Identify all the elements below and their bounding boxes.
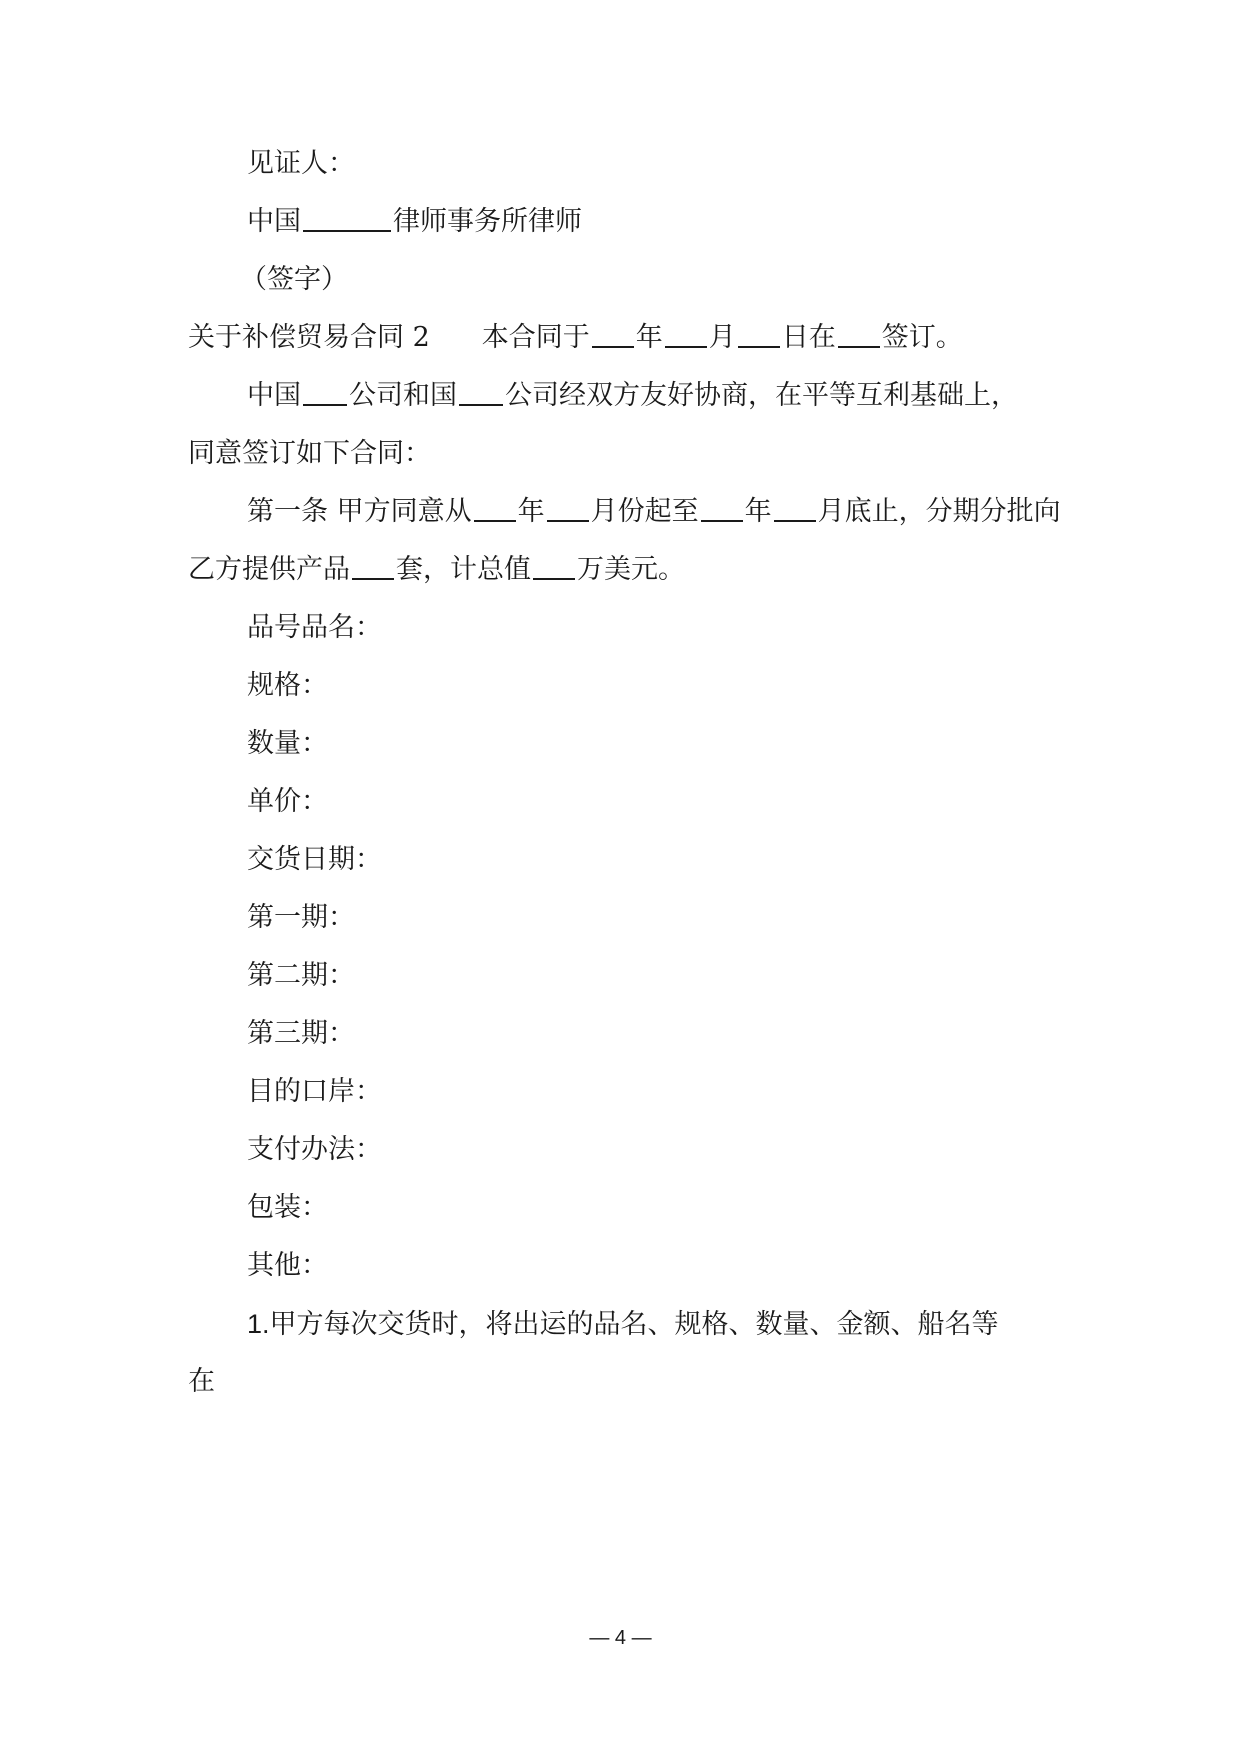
field-payment: 支付办法： xyxy=(247,1134,382,1165)
parties-text: 中国 xyxy=(247,380,301,411)
article1-text: 月份起至 xyxy=(590,496,699,527)
blank-field xyxy=(547,494,589,522)
blank-field xyxy=(474,494,516,522)
blank-field xyxy=(774,494,816,522)
page-number: — 4 — xyxy=(589,1627,652,1649)
blank-field xyxy=(701,494,743,522)
article1-text: 年 xyxy=(744,496,772,527)
sign-label: （签字） xyxy=(240,264,348,295)
intro-3: 月 xyxy=(708,322,736,353)
blank-field xyxy=(352,552,394,580)
field-spec: 规格： xyxy=(247,670,328,701)
field-delivery-date: 交货日期： xyxy=(247,844,382,875)
clause-text: 甲方每次交货时，将出运的品名、规格、数量、金额、船名等 xyxy=(269,1309,999,1340)
parties-line-1 xyxy=(247,378,1018,414)
field-phase-3: 第三期： xyxy=(247,1018,355,1049)
field-quantity: 数量： xyxy=(247,728,328,759)
field-other: 其他： xyxy=(247,1250,328,1281)
blank-field xyxy=(738,320,780,348)
field-product-name: 品号品名： xyxy=(247,612,382,643)
parties-text: 国 xyxy=(430,380,457,411)
lawfirm-suffix: 律师事务所律师 xyxy=(393,206,582,237)
contract-title: 关于补偿贸易合同 2 xyxy=(188,322,430,353)
field-phase-1: 第一期： xyxy=(247,902,355,933)
clause-1-line-2: 在 xyxy=(188,1366,215,1397)
intro-4: 日在 xyxy=(781,322,836,353)
parties-text: 公司和 xyxy=(349,380,430,411)
article1-text: 年 xyxy=(517,496,545,527)
witness-label: 见证人： xyxy=(247,148,355,179)
clause-1-line-1 xyxy=(247,1306,999,1343)
article1-text: 万美元。 xyxy=(577,554,685,585)
lawfirm-prefix: 中国 xyxy=(247,206,301,237)
lawfirm-line xyxy=(247,204,582,240)
parties-line-2: 同意签订如下合同： xyxy=(188,438,431,469)
blank-field xyxy=(533,552,575,580)
blank-field xyxy=(665,320,707,348)
intro-1: 本合同于 xyxy=(481,322,590,353)
blank-field xyxy=(459,378,503,406)
field-destination-port: 目的口岸： xyxy=(247,1076,382,1107)
article1-line-2 xyxy=(188,552,685,588)
article1-text: 乙方提供产品 xyxy=(188,554,350,585)
clause-number: 1. xyxy=(247,1309,270,1339)
article1-text: 月底止，分期分批向 xyxy=(817,496,1061,527)
field-packing: 包装： xyxy=(247,1192,328,1223)
article1-text: 第一条 甲方同意从 xyxy=(247,496,472,527)
article1-text: 套，计总值 xyxy=(396,554,531,585)
intro-5: 签订。 xyxy=(881,322,963,353)
parties-text: 公司经双方友好协商，在平等互利基础上， xyxy=(505,380,1018,411)
article1-line-1 xyxy=(247,494,1061,530)
blank-field xyxy=(303,204,391,232)
blank-field xyxy=(592,320,634,348)
field-phase-2: 第二期： xyxy=(247,960,355,991)
field-unit-price: 单价： xyxy=(247,786,328,817)
title-line xyxy=(188,320,963,356)
intro-2: 年 xyxy=(635,322,663,353)
blank-field xyxy=(303,378,347,406)
blank-field xyxy=(838,320,880,348)
